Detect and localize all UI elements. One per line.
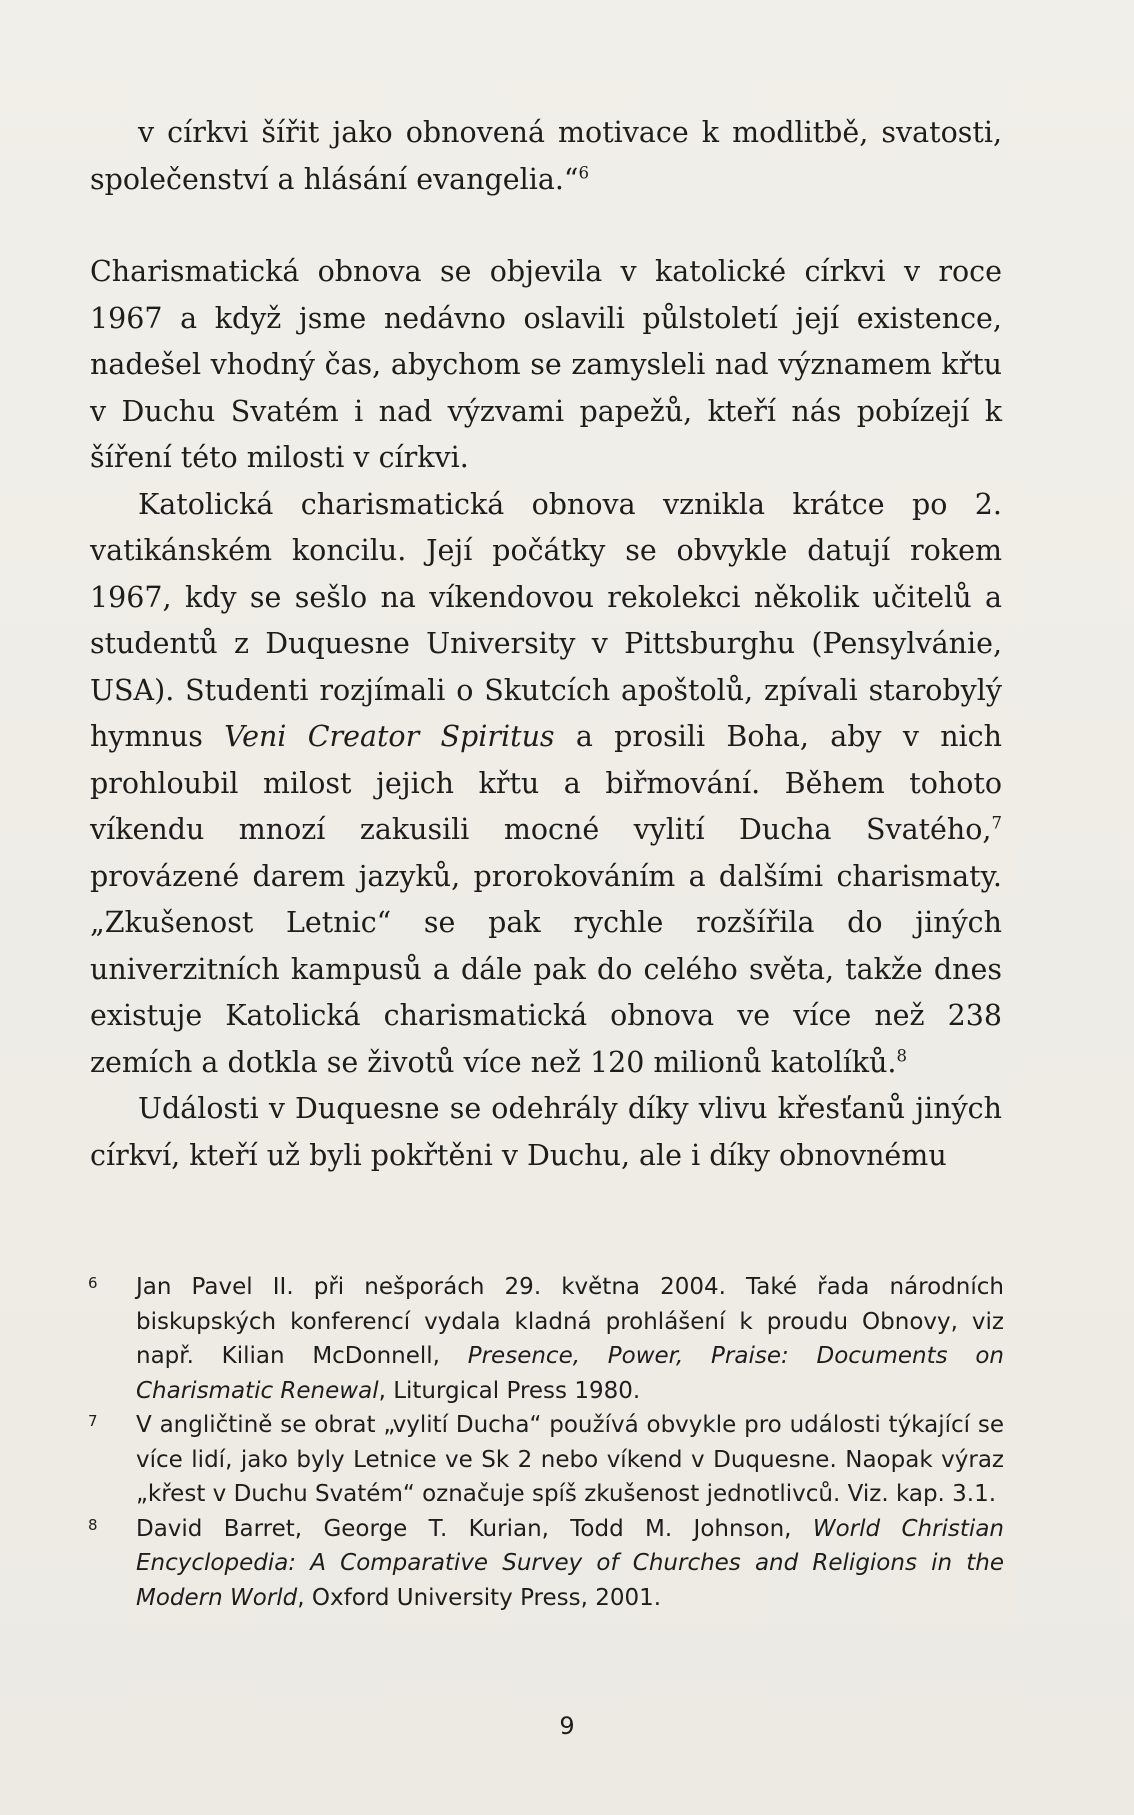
footnote-number: 6 xyxy=(88,1274,98,1292)
footnotes xyxy=(88,1270,1004,1615)
paragraph-text: v církvi šířit jako obnovená motivace k modlitbě, svatosti, společenství a hlásání evangelia.“ xyxy=(90,116,1002,196)
paragraph-text: Události v Duquesne se odehrály díky vlivu křesťanů jiných církví, kteří už byli pokřtěni v Duchu, ale i díky obnovnému xyxy=(90,1092,1002,1172)
paragraph-text: Katolická charismatická obnova vznikla krátce po 2. vatikánském koncilu. Její počátky se obvykle datují rokem 1967, kdy se sešlo na víkendovou rekolekci několik učitelů a studentů z Duquesne University v Pittsburghu (Pensylvánie, USA). Studenti rozjímali o Skutcích apoštolů, zpívali starobylý hymnus xyxy=(90,487,1002,753)
book-title: World Christian Encyclopedia: A Comparative Survey of Churches and Religions in the Modern World xyxy=(136,1515,1004,1611)
paragraph-text: provázené darem jazyků, prorokováním a dalšími charismaty. „Zkušenost Letnic“ se pak rychle rozšířila do jiných univerzitních kampusů a dále pak do celého světa, takže dnes existuje Katolická charismatická obnova ve více než 238 zemích a dotkla se životů více než 120 milionů katolíků. xyxy=(90,859,1002,1079)
paragraph-text: a prosili Boha, aby v nich prohloubil milost jejich křtu a biřmování. Během tohoto víkendu mnozí zakusili mocné vylití Ducha Svatého, xyxy=(90,720,1002,846)
footnote xyxy=(88,1512,1004,1616)
paragraph-quote-end xyxy=(90,110,1002,203)
book-title: Presence, Power, Praise: Documents on Charismatic Renewal xyxy=(136,1343,1005,1404)
footnote-text: , Oxford University Press, 2001. xyxy=(297,1584,662,1611)
page-number: 9 xyxy=(559,1712,575,1740)
paragraph xyxy=(90,249,1002,482)
paragraph xyxy=(90,482,1002,1087)
footnote-text: David Barret, George T. Kurian, Todd M. Johnson, xyxy=(136,1515,813,1542)
footnote xyxy=(88,1270,1004,1408)
footnote-number: 7 xyxy=(88,1412,98,1430)
footnote-ref[interactable]: 8 xyxy=(896,1046,908,1065)
paragraph-text: Charismatická obnova se objevila v katolické církvi v roce 1967 a když jsme nedávno oslavili půlstoletí její existence, nadešel vhodný čas, abychom se zamysleli nad významem křtu v Duchu Svatém i nad výzvami papežů, kteří nás pobízejí k šíření této milosti v církvi. xyxy=(90,255,1002,474)
footnote-ref[interactable]: 6 xyxy=(578,163,589,182)
footnote-text: Jan Pavel II. při nešporách 29. května 2004. Také řada národních biskupských konferencí vydala kladná prohlášení k proudu Obnovy, viz např. Kilian McDonnell, xyxy=(136,1274,1004,1369)
footnote-text: , Liturgical Press 1980. xyxy=(378,1377,641,1404)
footnote-text: V angličtině se obrat „vylití Ducha“ používá obvykle pro události týkající se více lidí, jako byly Letnice ve Sk 2 nebo víkend v Duquesne. Naopak výraz „křest v Duchu Svatém“ označuje spíš zkušenost jednotlivců. Viz. kap. 3.1. xyxy=(136,1412,1004,1507)
paragraph xyxy=(90,1086,1002,1179)
hymn-title: Veni Creator Spiritus xyxy=(224,720,555,753)
footnote xyxy=(88,1408,1004,1512)
footnote-number: 8 xyxy=(88,1515,98,1534)
footnote-ref[interactable]: 7 xyxy=(991,813,1002,833)
body-text xyxy=(90,110,1002,1179)
